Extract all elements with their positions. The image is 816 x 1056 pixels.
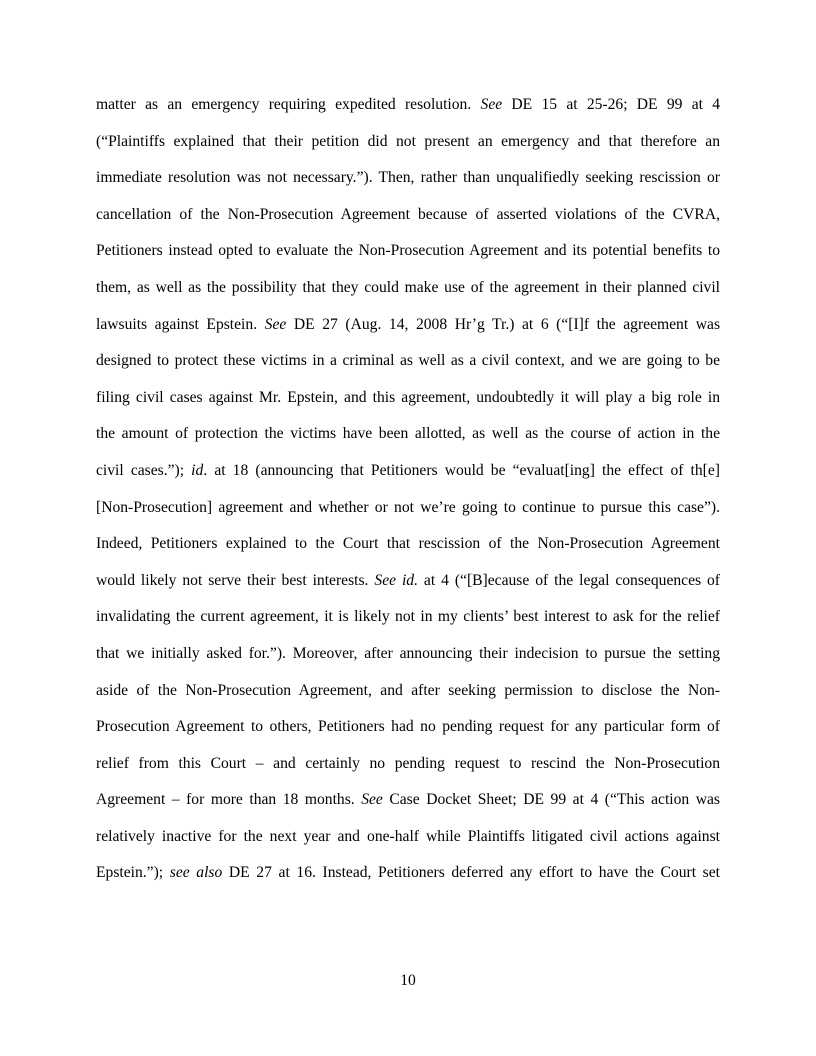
text-run: civil cases.”);: [96, 461, 192, 479]
text-run: at 4 (“[B]ecause of the legal consequences of: [418, 571, 720, 589]
body-line: [96, 238, 720, 275]
text-run: designed to protect these victims in a criminal as well as a civil context, and we are going to be: [96, 352, 720, 370]
text-run: Prosecution Agreement to others, Petitioners had no pending request for any particular form of: [96, 718, 720, 736]
text-run: them, as well as the possibility that they could make use of the agreement in their planned civil: [96, 278, 720, 296]
body-line: [96, 604, 720, 641]
text-run: (“Plaintiffs explained that their petition did not present an emergency and that therefore an: [96, 132, 720, 150]
body-line: [96, 641, 720, 678]
body-text: [96, 92, 720, 897]
text-run: the amount of protection the victims have been allotted, as well as the course of action in the: [96, 425, 720, 443]
text-run: aside of the Non-Prosecution Agreement, and after seeking permission to disclose the Non-: [96, 681, 720, 699]
italic-citation: See: [264, 315, 287, 333]
text-run: Epstein.”);: [96, 864, 170, 882]
text-run: Case Docket Sheet; DE 99 at 4 (“This action was: [382, 791, 720, 809]
body-line: [96, 531, 720, 568]
text-run: cancellation of the Non-Prosecution Agreement because of asserted violations of the CVRA,: [96, 205, 720, 223]
text-run: Petitioners instead opted to evaluate the Non-Prosecution Agreement and its potential benefits to: [96, 242, 720, 260]
body-line: [96, 421, 720, 458]
body-line: [96, 385, 720, 422]
body-line: [96, 312, 720, 349]
text-run: immediate resolution was not necessary.”). Then, rather than unqualifiedly seeking rescission or: [96, 169, 720, 187]
text-run: that we initially asked for.”). Moreover, after announcing their indecision to pursue the setting: [96, 644, 720, 662]
body-line: [96, 495, 720, 532]
text-run: would likely not serve their best interests.: [96, 571, 375, 589]
body-line: [96, 165, 720, 202]
text-run: invalidating the current agreement, it is likely not in my clients’ best interest to ask for the relief: [96, 608, 720, 626]
body-line: [96, 458, 720, 495]
text-run: . at 18 (announcing that Petitioners would be “evaluat[ing] the effect of th[e]: [203, 461, 720, 479]
body-line: [96, 714, 720, 751]
body-line: [96, 348, 720, 385]
body-line: [96, 860, 720, 897]
text-run: relief from this Court – and certainly no pending request to rescind the Non-Prosecution: [96, 754, 720, 772]
text-run: relatively inactive for the next year and one-half while Plaintiffs litigated civil actions against: [96, 827, 720, 845]
body-line: [96, 129, 720, 166]
text-run: filing civil cases against Mr. Epstein, and this agreement, undoubtedly it will play a big role in: [96, 388, 720, 406]
text-run: [Non-Prosecution] agreement and whether or not we’re going to continue to pursue this case”).: [96, 498, 720, 516]
italic-citation: See id.: [374, 571, 418, 589]
text-run: Agreement – for more than 18 months.: [96, 791, 362, 809]
body-line: [96, 824, 720, 861]
italic-citation: see also: [169, 864, 223, 882]
italic-citation: id: [191, 461, 204, 479]
body-line: [96, 568, 720, 605]
body-line: [96, 92, 720, 129]
body-line: [96, 678, 720, 715]
text-run: DE 27 (Aug. 14, 2008 Hr’g Tr.) at 6 (“[I]f the agreement was: [286, 315, 721, 333]
page-number: 10: [400, 972, 416, 989]
body-line: [96, 202, 720, 239]
text-run: DE 15 at 25-26; DE 99 at 4: [502, 96, 721, 113]
body-line: [96, 787, 720, 824]
italic-citation: See: [361, 791, 383, 809]
text-run: DE 27 at 16. Instead, Petitioners deferred any effort to have the Court set: [222, 864, 720, 882]
body-line: [96, 751, 720, 788]
italic-citation: See: [480, 96, 503, 113]
body-line: [96, 275, 720, 312]
text-run: Indeed, Petitioners explained to the Court that rescission of the Non-Prosecution Agreement: [96, 535, 720, 553]
text-run: matter as an emergency requiring expedited resolution.: [96, 96, 481, 113]
text-run: lawsuits against Epstein.: [96, 315, 265, 333]
